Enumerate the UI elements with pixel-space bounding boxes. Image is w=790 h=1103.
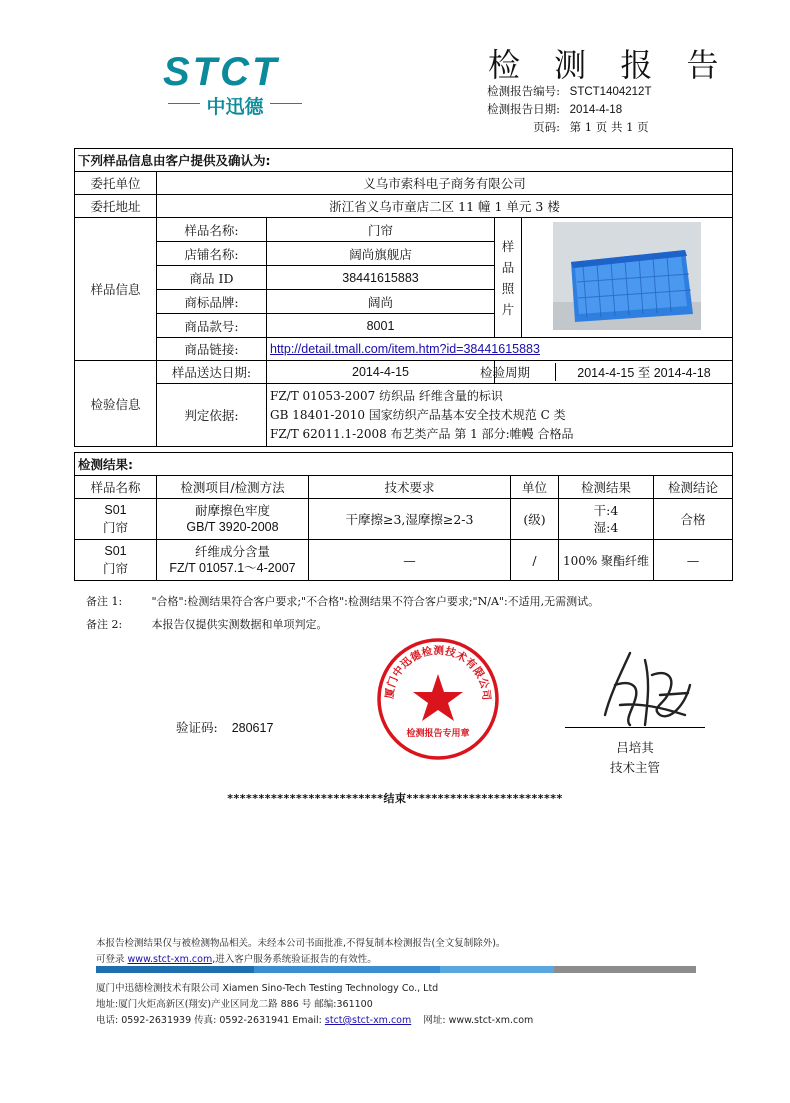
results-heading: 检测结果: <box>75 453 733 476</box>
footer-bar-2 <box>254 966 440 973</box>
svg-text:检测报告专用章: 检测报告专用章 <box>406 729 470 739</box>
period: 2014-4-15 至 2014-4-18 <box>577 366 711 380</box>
test-item-cell: 纤维成分含量 FZ/T 01057.1～4-2007 <box>157 540 309 581</box>
note-2-label: 备注 2: <box>86 618 123 631</box>
sample-cell: S01 门帘 <box>75 540 157 581</box>
results-table <box>74 452 733 581</box>
inspection-info-label: 检验信息 <box>75 361 157 447</box>
period-cell <box>479 361 733 384</box>
signature-icon <box>590 645 700 735</box>
table-row <box>75 540 733 581</box>
svg-text:厦门中迅德检测技术有限公司: 厦门中迅德检测技术有限公司 <box>383 644 493 702</box>
col-unit: 单位 <box>511 476 559 499</box>
col-requirement: 技术要求 <box>309 476 511 499</box>
sample-name: 门帘 <box>267 218 495 242</box>
footer-address: 地址:厦门火炬高新区(翔安)产业区同龙二路 886 号 邮编:361100 <box>96 999 373 1010</box>
page-value: 第 1 页 共 1 页 <box>569 120 649 134</box>
sample-photo-label: 样 品 照 片 <box>495 218 522 338</box>
note-1 <box>86 593 599 609</box>
shop-name-label: 店铺名称: <box>157 242 267 266</box>
col-conclusion: 检测结论 <box>654 476 733 499</box>
report-number-row <box>470 83 651 99</box>
report-date-row <box>470 101 622 117</box>
style-no: 8001 <box>267 314 495 338</box>
basis-label: 判定依据: <box>157 384 267 447</box>
table-row <box>75 499 733 540</box>
footer-company: 厦门中迅德检测技术有限公司 Xiamen Sino-Tech Testing Technology Co., Ltd <box>96 983 439 994</box>
signature-line <box>565 727 705 728</box>
send-date-label: 样品送达日期: <box>157 361 267 384</box>
entrust-address-label: 委托地址 <box>75 195 157 218</box>
conclusion-cell: — <box>654 540 733 581</box>
product-id-label: 商品 ID <box>157 266 267 290</box>
sample-cell: S01 门帘 <box>75 499 157 540</box>
entrust-unit: 义乌市索科电子商务有限公司 <box>157 172 733 195</box>
report-date: 2014-4-18 <box>569 104 623 116</box>
footer-verify: 可登录 www.stct-xm.com,进入客户服务系统验证报告的有效性。 <box>96 954 377 965</box>
logo-rule-right <box>270 103 302 104</box>
basis-item: FZ/T 62011.1-2008 布艺类产品 第 1 部分:帷幔 合格品 <box>270 426 574 441</box>
signatory <box>610 738 660 778</box>
note-1-label: 备注 1: <box>86 595 123 608</box>
report-number-label: 检测报告编号: <box>487 84 560 98</box>
company-seal <box>375 636 501 762</box>
footer-website[interactable]: www.stct-xm.com <box>448 1015 534 1026</box>
report-date-label: 检测报告日期: <box>487 102 560 116</box>
verification-label: 验证码: <box>176 720 218 735</box>
basis-item: GB 18401-2010 国家纺织产品基本安全技术规范 C 类 <box>270 407 566 422</box>
report-title: 检 测 报 告 <box>488 46 731 84</box>
page-row <box>470 119 649 135</box>
verification-code: 280617 <box>231 721 274 735</box>
footer-bar-1 <box>96 966 254 973</box>
col-result: 检测结果 <box>559 476 654 499</box>
footer-bar-3 <box>440 966 554 973</box>
signatory-title: 技术主管 <box>610 760 661 775</box>
verification-code-row <box>176 718 273 736</box>
basis-list <box>267 384 733 447</box>
footer-email-link[interactable]: stct@stct-xm.com <box>324 1015 412 1026</box>
report-info-table <box>74 148 733 447</box>
unit-cell: (级) <box>511 499 559 540</box>
result-cell: 干:4 湿:4 <box>559 499 654 540</box>
basis-item: FZ/T 01053-2007 纺织品 纤维含量的标识 <box>270 388 503 403</box>
entrust-unit-label: 委托单位 <box>75 172 157 195</box>
sample-name-label: 样品名称: <box>157 218 267 242</box>
stct-logo: STCT <box>163 50 280 94</box>
col-sample-name: 样品名称 <box>75 476 157 499</box>
sample-photo <box>522 218 733 338</box>
requirement-cell: — <box>309 540 511 581</box>
period-label: 检验周期 <box>455 363 556 381</box>
entrust-address: 浙江省义乌市童店二区 11 幢 1 单元 3 楼 <box>157 195 733 218</box>
note-1-text: "合格":检测结果符合客户要求;"不合格":检测结果不符合客户要求;"N/A":不适用,无需测试。 <box>151 595 600 608</box>
footer-verify-link[interactable]: www.stct-xm.com <box>127 954 213 965</box>
shop-name: 阔尚旗舰店 <box>267 242 495 266</box>
product-link[interactable]: http://detail.tmall.com/item.htm?id=38441615883 <box>270 342 540 356</box>
end-marker: *************************结束************************* <box>227 792 563 805</box>
requirement-cell: 干摩擦≥3,湿摩擦≥2-3 <box>309 499 511 540</box>
product-id: 38441615883 <box>267 266 495 290</box>
test-item-cell: 耐摩擦色牢度 GB/T 3920-2008 <box>157 499 309 540</box>
seal-star-icon <box>413 674 463 721</box>
brand-label: 商标品牌: <box>157 290 267 314</box>
footer-disclaimer: 本报告检测结果仅与被检测物品相关。未经本公司书面批准,不得复制本检测报告(全文复制除外)。 <box>96 938 506 949</box>
logo-rule-left <box>168 103 200 104</box>
conclusion-cell: 合格 <box>654 499 733 540</box>
product-link-label: 商品链接: <box>157 338 267 361</box>
send-date: 2014-4-15 <box>267 361 495 384</box>
style-no-label: 商品款号: <box>157 314 267 338</box>
result-cell: 100% 聚酯纤维 <box>559 540 654 581</box>
product-link-cell <box>267 338 733 361</box>
report-number: STCT1404212T <box>569 86 652 98</box>
brand: 阔尚 <box>267 290 495 314</box>
col-test-item: 检测项目/检测方法 <box>157 476 309 499</box>
client-section-heading: 下列样品信息由客户提供及确认为: <box>75 149 733 172</box>
note-2-text: 本报告仅提供实测数据和单项判定。 <box>151 618 328 631</box>
note-2 <box>86 616 328 632</box>
blue-door-curtain-photo <box>553 222 701 330</box>
signatory-name: 吕培其 <box>616 740 654 755</box>
page-label: 页码: <box>533 120 560 134</box>
unit-cell: / <box>511 540 559 581</box>
footer-contact: 电话: 0592-2631939 传真: 0592-2631941 Email: stct@stct-xm.com 网址: www.stct-xm.com <box>96 1015 534 1026</box>
logo-subtitle: 中迅德 <box>206 96 264 118</box>
footer-bar-4 <box>554 966 696 973</box>
sample-info-label: 样品信息 <box>75 218 157 361</box>
